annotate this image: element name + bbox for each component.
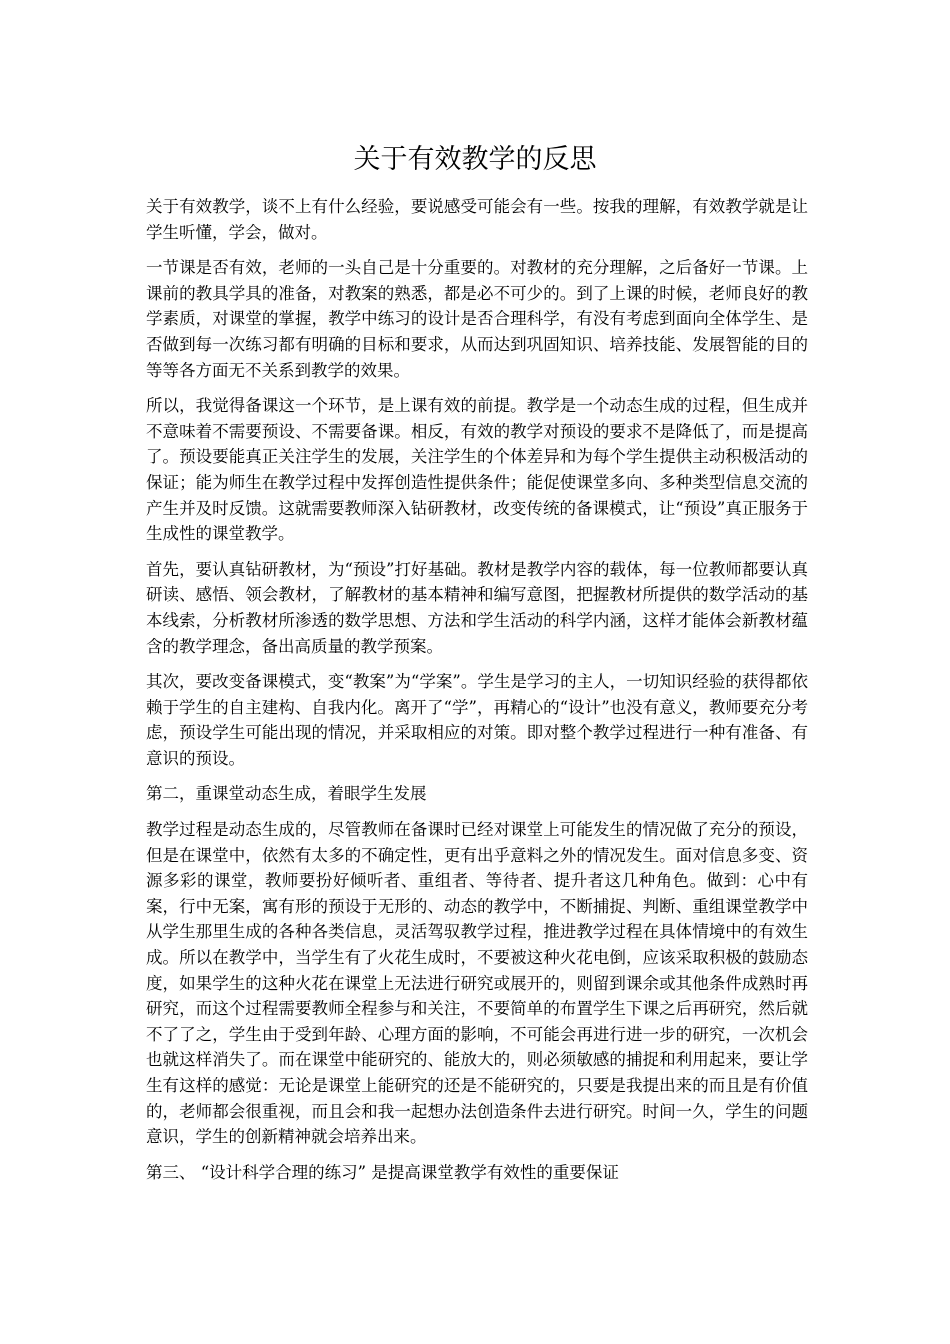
paragraph-dynamic-generation: 教学过程是动态生成的，尽管教师在备课时已经对课堂上可能发生的情况做了充分的预设，但是在课堂中，依然有太多的不确定性，更有出乎意料之外的情况发生。面对信息多变、资源多彩的课堂，教师要扮好倾听者、重组者、等待者、提升者这几种角色。做到：心中有案，行中无案，寓有形的预设于无形的、动态的教学中，不断捕捉、判断、重组课堂教学中从学生那里生成的各种各类信息，灵活驾驭教学过程，推进教学过程在具体情境中的有效生成。所以在教学中，当学生有了火花生成时，不要被这种火花电倒，应该采取积极的鼓励态度，如果学生的这种火花在课堂上无法进行研究或展开的，则留到课余或其他条件成熟时再研究，而这个过程需要教师全程参与和关注，不要简单的布置学生下课之后再研究，然后就不了了之，学生由于受到年龄、心理方面的影响，不可能会再进行进一步的研究，一次机会也就这样消失了。而在课堂中能研究的、能放大的，则必须敏感的捕捉和利用起来，要让学生有这样的感觉：无论是课堂上能研究的还是不能研究的，只要是我提出来的而且是有价值的，老师都会很重视，而且会和我一起想办法创造条件去进行研究。时间一久，学生的问题意识，学生的创新精神就会培养出来。 (146, 820, 808, 1147)
section-heading-third: 第三、 “设计科学合理的练习” 是提高课堂教学有效性的重要保证 (146, 1162, 619, 1182)
paragraph-change-preparation-mode: 其次，要改变备课模式，变“教案”为“学案”。学生是学习的主人，一切知识经验的获得都依赖于学生的自主建构、自我内化。离开了“学”，再精心的“设计”也没有意义，教师要充分考虑，预设学生可能出现的情况，并采取相应的对策。即对整个教学过程进行一种有准备、有意识的预设。 (146, 672, 808, 768)
paragraph-lesson-effectiveness: 一节课是否有效，老师的一头自己是十分重要的。对教材的充分理解，之后备好一节课。上课前的教具学具的准备，对教案的熟悉，都是必不可少的。到了上课的时候，老师良好的教学素质，对课堂的掌握，教学中练习的设计是否合理科学，有没有考虑到面向全体学生、是否做到每一次练习都有明确的目标和要求，从而达到巩固知识、培养技能、发展智能的目的等等各方面无不关系到教学的效果。 (146, 258, 808, 380)
document-body (146, 194, 808, 1195)
section-heading-second: 第二，重课堂动态生成，着眼学生发展 (146, 784, 427, 804)
paragraph-study-textbook: 首先，要认真钻研教材，为“预设”打好基础。教材是教学内容的载体，每一位教师都要认真研读、感悟、领会教材，了解教材的基本精神和编写意图，把握教材所提供的数学活动的基本线索，分析教材所渗透的数学思想、方法和学生活动的科学内涵，这样才能体会新教材蕴含的教学理念，备出高质量的教学预案。 (146, 559, 808, 656)
paragraph-lesson-preparation: 所以，我觉得备课这一个环节，是上课有效的前提。教学是一个动态生成的过程，但生成并不意味着不需要预设、不需要备课。相反，有效的教学对预设的要求不是降低了，而是提高了。预设要能真正关注学生的发展，关注学生的个体差异和为每个学生提供主动积极活动的保证；能为师生在教学过程中发挥创造性提供条件；能促使课堂多向、多种类型信息交流的产生并及时反馈。这就需要教师深入钻研教材，改变传统的备课模式，让“预设”真正服务于生成性的课堂教学。 (146, 396, 808, 544)
paragraph-intro: 关于有效教学，谈不上有什么经验，要说感受可能会有一些。按我的理解，有效教学就是让学生听懂，学会，做对。 (146, 197, 808, 242)
document-title: 关于有效教学的反思 (353, 144, 597, 175)
